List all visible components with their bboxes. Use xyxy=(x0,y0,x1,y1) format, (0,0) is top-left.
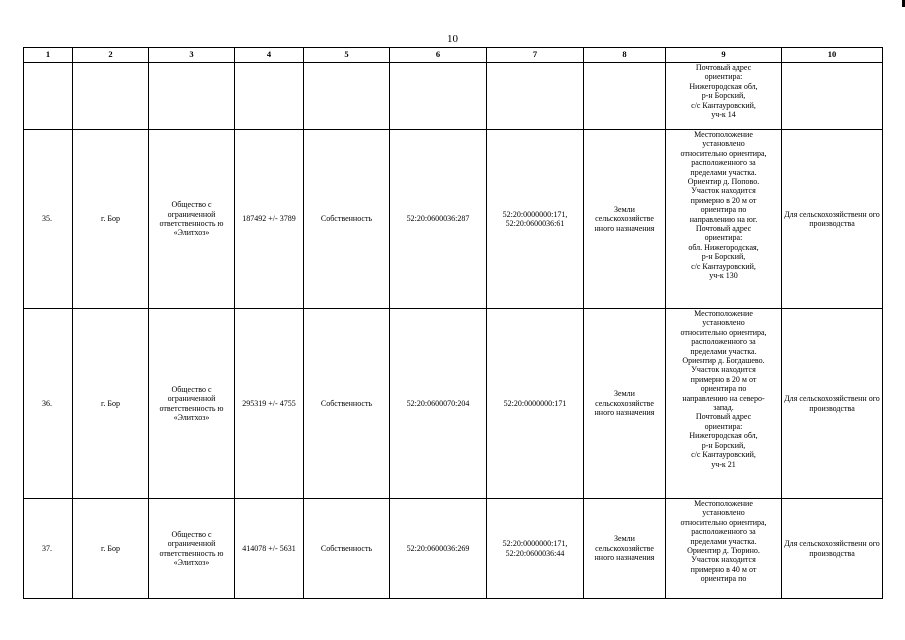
description-line: примерно в 20 м от xyxy=(690,374,757,384)
column-header: 2 xyxy=(73,48,149,63)
description-line: с/с Кантауровский, xyxy=(691,261,756,271)
area-value xyxy=(235,63,304,130)
description-line: установлено xyxy=(702,318,745,328)
parent-cadastral: 52:20:0000000:171, 52:20:0600036:61 xyxy=(487,130,584,309)
description-line: Почтовый адрес xyxy=(695,224,752,234)
land-category: Земли сельскохозяйстве нного назначения xyxy=(584,499,666,599)
location-description xyxy=(666,309,782,499)
column-number-row xyxy=(24,48,883,63)
description-line: пределами участка. xyxy=(690,346,757,356)
area-value: 295319 +/- 4755 xyxy=(235,309,304,499)
description-line: с/с Кантауровский, xyxy=(691,100,756,110)
description-line: примерно в 40 м от xyxy=(690,564,757,574)
column-header: 1 xyxy=(24,48,73,63)
location-description xyxy=(666,63,782,130)
land-category xyxy=(584,63,666,130)
description-line: направлению на северо- xyxy=(682,393,765,403)
description-line: Участок находится xyxy=(691,555,756,565)
description-line: обл. Нижегородская, xyxy=(688,242,759,252)
description-line: Участок находится xyxy=(691,186,756,196)
description-line: р-н Борский, xyxy=(701,252,746,262)
description-line: примерно в 20 м от xyxy=(690,195,757,205)
description-line: Ориентир д. Тюрино. xyxy=(687,546,760,556)
description-line: с/с Кантауровский, xyxy=(691,450,756,460)
column-header: 4 xyxy=(235,48,304,63)
table-row xyxy=(24,499,883,599)
description-line: Нижегородская обл, xyxy=(689,431,758,441)
column-header: 3 xyxy=(149,48,235,63)
column-header: 10 xyxy=(782,48,883,63)
description-line: расположенного за xyxy=(691,337,756,347)
description-line: ориентира: xyxy=(704,72,743,82)
owner-name: Общество с ограниченной ответственность ю «Элитхоз» xyxy=(149,499,235,599)
description-line: Местоположение xyxy=(694,309,753,318)
description-line: пределами участка. xyxy=(690,167,757,177)
area-value: 414078 +/- 5631 xyxy=(235,499,304,599)
description-line: ориентира по xyxy=(700,384,747,394)
parent-cadastral: 52:20:0000000:171, 52:20:0600036:44 xyxy=(487,499,584,599)
owner-name xyxy=(149,63,235,130)
permitted-use: Для сельскохозяйственн ого производства xyxy=(782,499,883,599)
description-line: установлено xyxy=(702,508,745,518)
cadastral-number: 52:20:0600036:287 xyxy=(390,130,487,309)
municipality: г. Бор xyxy=(73,130,149,309)
right-type: Собственность xyxy=(304,499,390,599)
cadastral-number: 52:20:0600070:204 xyxy=(390,309,487,499)
description-line: р-н Борский, xyxy=(701,440,746,450)
description-line: относительно ориентира, xyxy=(680,517,767,527)
location-description xyxy=(666,130,782,309)
row-number: 36. xyxy=(24,309,73,499)
row-number xyxy=(24,63,73,130)
description-line: уч-к 130 xyxy=(709,271,738,281)
description-line: запад. xyxy=(713,403,734,413)
description-line: Ориентир д. Богдашево. xyxy=(682,356,765,366)
description-line: уч-к 14 xyxy=(711,110,736,120)
description-line: относительно ориентира, xyxy=(680,148,767,158)
description-line: Местоположение xyxy=(694,130,753,139)
land-category: Земли сельскохозяйстве нного назначения xyxy=(584,309,666,499)
register-table xyxy=(23,47,883,599)
permitted-use: Для сельскохозяйственн ого производства xyxy=(782,309,883,499)
description-line: относительно ориентира, xyxy=(680,327,767,337)
description-line: установлено xyxy=(702,139,745,149)
area-value: 187492 +/- 3789 xyxy=(235,130,304,309)
table-row xyxy=(24,63,883,130)
right-type: Собственность xyxy=(304,309,390,499)
description-line: Почтовый адрес xyxy=(695,63,752,72)
description-line: Почтовый адрес xyxy=(695,412,752,422)
description-line: Участок находится xyxy=(691,365,756,375)
municipality xyxy=(73,63,149,130)
owner-name: Общество с ограниченной ответственность ю «Элитхоз» xyxy=(149,309,235,499)
municipality: г. Бор xyxy=(73,309,149,499)
column-header: 7 xyxy=(487,48,584,63)
description-line: ориентира по xyxy=(700,205,747,215)
description-line: направлению на юг. xyxy=(689,214,758,224)
description-line: ориентира: xyxy=(704,421,743,431)
cadastral-number: 52:20:0600036:269 xyxy=(390,499,487,599)
right-type xyxy=(304,63,390,130)
parent-cadastral xyxy=(487,63,584,130)
right-type: Собственность xyxy=(304,130,390,309)
column-header: 5 xyxy=(304,48,390,63)
location-description xyxy=(666,499,782,599)
description-line: ориентира: xyxy=(704,233,743,243)
permitted-use: Для сельскохозяйственн ого производства xyxy=(782,130,883,309)
description-line: Нижегородская обл, xyxy=(689,81,758,91)
municipality: г. Бор xyxy=(73,499,149,599)
table-row xyxy=(24,309,883,499)
owner-name: Общество с ограниченной ответственность ю «Элитхоз» xyxy=(149,130,235,309)
description-line: Местоположение xyxy=(694,499,753,508)
column-header: 6 xyxy=(390,48,487,63)
table-row xyxy=(24,130,883,309)
parent-cadastral: 52:20:0000000:171 xyxy=(487,309,584,499)
description-line: Ориентир д. Попово. xyxy=(687,177,760,187)
land-category: Земли сельскохозяйстве нного назначения xyxy=(584,130,666,309)
row-number: 37. xyxy=(24,499,73,599)
description-line: расположенного за xyxy=(691,158,756,168)
column-header: 9 xyxy=(666,48,782,63)
page-number: 10 xyxy=(447,33,458,45)
description-line: пределами участка. xyxy=(690,536,757,546)
row-number: 35. xyxy=(24,130,73,309)
description-line: ориентира по xyxy=(700,574,747,584)
permitted-use xyxy=(782,63,883,130)
description-line: расположенного за xyxy=(691,527,756,537)
cadastral-number xyxy=(390,63,487,130)
description-line: р-н Борский, xyxy=(701,91,746,101)
description-line: уч-к 21 xyxy=(711,459,736,469)
column-header: 8 xyxy=(584,48,666,63)
